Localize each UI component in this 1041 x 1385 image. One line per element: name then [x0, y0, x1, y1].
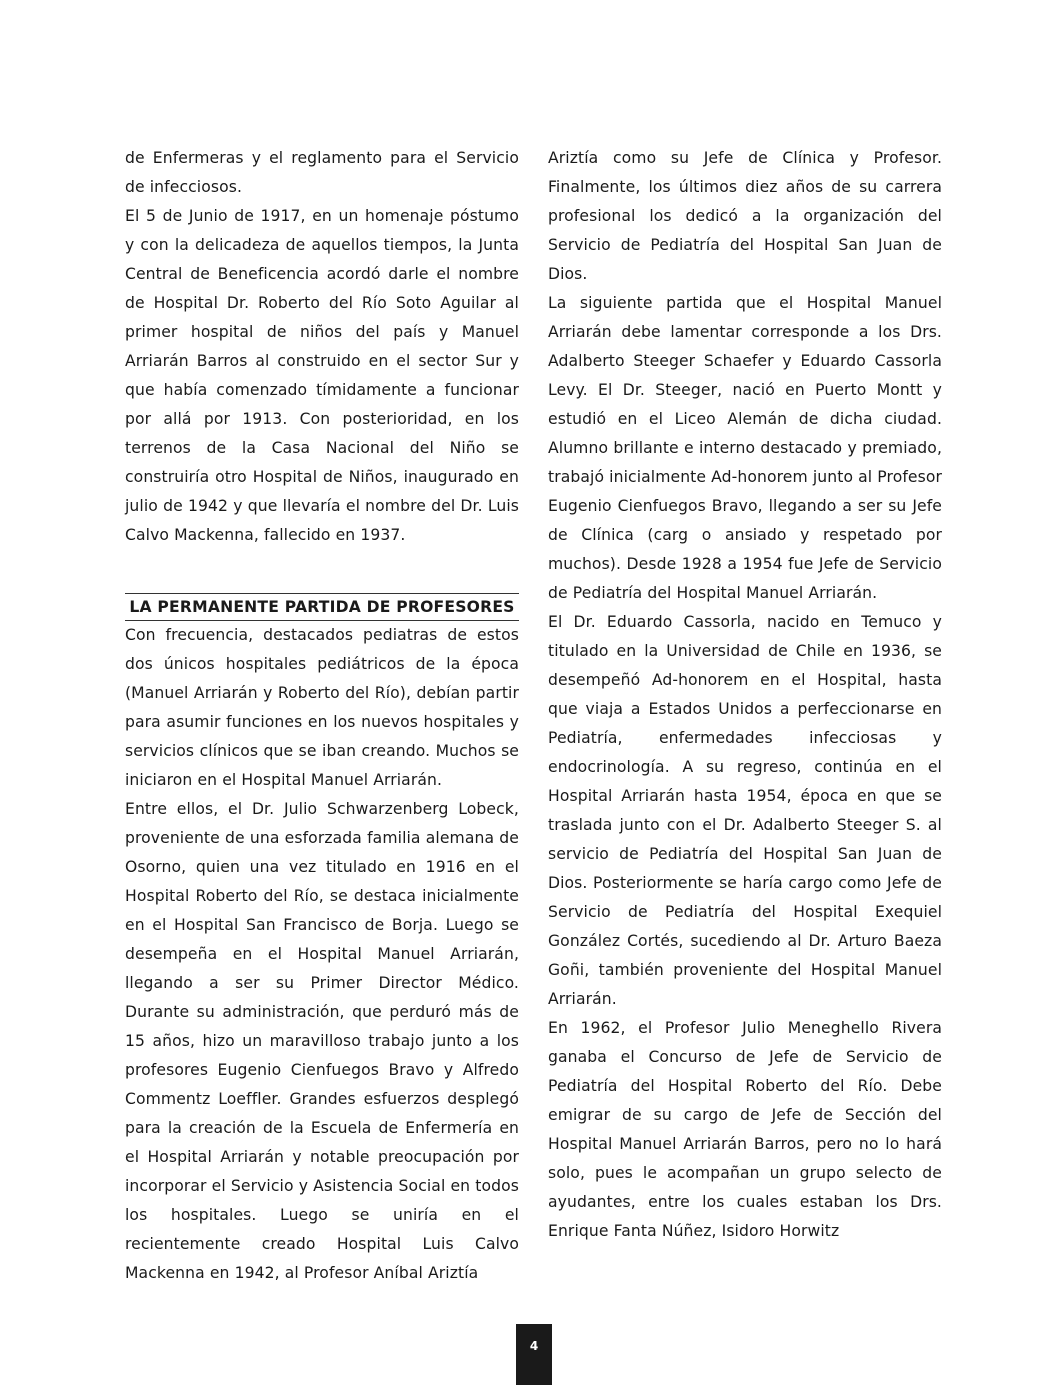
left-paragraph-1: de Enfermeras y el reglamento para el Servicio de infecciosos. — [125, 149, 519, 196]
section-heading: LA PERMANENTE PARTIDA DE PROFESORES — [125, 593, 519, 621]
right-paragraph-4: En 1962, el Profesor Julio Meneghello Rivera ganaba el Concurso de Jefe de Servicio de Pediatría del Hospital Roberto del Río. Debe emigrar de su cargo de Jefe de Sección del Hospital Manuel Arriarán Barros, pero no lo hará solo, pues le acompañan un grupo selecto de ayudantes, entre los cuales estaban los Drs. Enrique Fanta Núñez, Isidoro Horwitz — [548, 1019, 942, 1240]
right-paragraph-1: Ariztía como su Jefe de Clínica y Profesor. Finalmente, los últimos diez años de su carrera profesional los dedicó a la organización del Servicio de Pediatría del Hospital San Juan de Dios. — [548, 149, 942, 283]
heading-gap — [125, 579, 519, 593]
left-column — [125, 144, 519, 1288]
left-paragraph-4: Entre ellos, el Dr. Julio Schwarzenberg Lobeck, proveniente de una esforzada familia alemana de Osorno, quien una vez titulado en 1916 en el Hospital Roberto del Río, se destaca inicialmente en el Hospital San Francisco de Borja. Luego se desempeña en el Hospital Manuel Arriarán, llegando a ser su Primer Director Médico. Durante su administración, que perduró más de 15 años, hizo un maravilloso trabajo junto a los profesores Eugenio Cienfuegos Bravo y Alfredo Commentz Loeffler. Grandes esfuerzos desplegó para la creación de la Escuela de Enfermería en el Hospital Arriarán y notable preocupación por incorporar el Servicio y Asistencia Social en todos los hospitales. Luego se uniría en el recientemente creado Hospital Luis Calvo Mackenna en 1942, al Profesor Aníbal Ariztía — [125, 800, 519, 1282]
left-paragraph-3: Con frecuencia, destacados pediatras de estos dos únicos hospitales pediátricos de la época (Manuel Arriarán y Roberto del Río), debían partir para asumir funciones en los nuevos hospitales y servicios clínicos que se iban creando. Muchos se iniciaron en el Hospital Manuel Arriarán. — [125, 626, 519, 789]
section-spacer — [125, 550, 519, 579]
page-number: 4 — [516, 1324, 552, 1385]
right-paragraph-3: El Dr. Eduardo Cassorla, nacido en Temuco y titulado en la Universidad de Chile en 1936, se desempeñó Ad-honorem en el Hospital, hasta que viaja a Estados Unidos a perfeccionarse en Pediatría, enfermedades infecciosas y endocrinología. A su regreso, continúa en el Hospital Arriarán hasta 1954, época en que se traslada junto con el Dr. Adalberto Steeger S. al servicio de Pediatría del Hospital San Juan de Dios. Posteriormente se haría cargo como Jefe de Servicio de Pediatría del Hospital Exequiel González Cortés, sucediendo al Dr. Arturo Baeza Goñi, también proveniente del Hospital Manuel Arriarán. — [548, 613, 942, 1008]
right-column — [548, 144, 942, 1246]
right-paragraph-2: La siguiente partida que el Hospital Manuel Arriarán debe lamentar corresponde a los Drs. Adalberto Steeger Schaefer y Eduardo Cassorla Levy. El Dr. Steeger, nació en Puerto Montt y estudió en el Liceo Alemán de dicha ciudad. Alumno brillante e interno destacado y premiado, trabajó inicialmente Ad-honorem junto al Profesor Eugenio Cienfuegos Bravo, llegando a ser su Jefe de Clínica (carg o ansiado y respetado por muchos). Desde 1928 a 1954 fue Jefe de Servicio de Pediatría del Hospital Manuel Arriarán. — [548, 294, 942, 602]
left-paragraph-2: El 5 de Junio de 1917, en un homenaje póstumo y con la delicadeza de aquellos tiempos, la Junta Central de Beneficencia acordó darle el nombre de Hospital Dr. Roberto del Río Soto Aguilar al primer hospital de niños del país y Manuel Arriarán Barros al construido en el sector Sur y que había comenzado tímidamente a funcionar por allá por 1913. Con posterioridad, en los terrenos de la Casa Nacional del Niño se construiría otro Hospital de Niños, inaugurado en julio de 1942 y que llevaría el nombre del Dr. Luis Calvo Mackenna, fallecido en 1937. — [125, 207, 519, 544]
